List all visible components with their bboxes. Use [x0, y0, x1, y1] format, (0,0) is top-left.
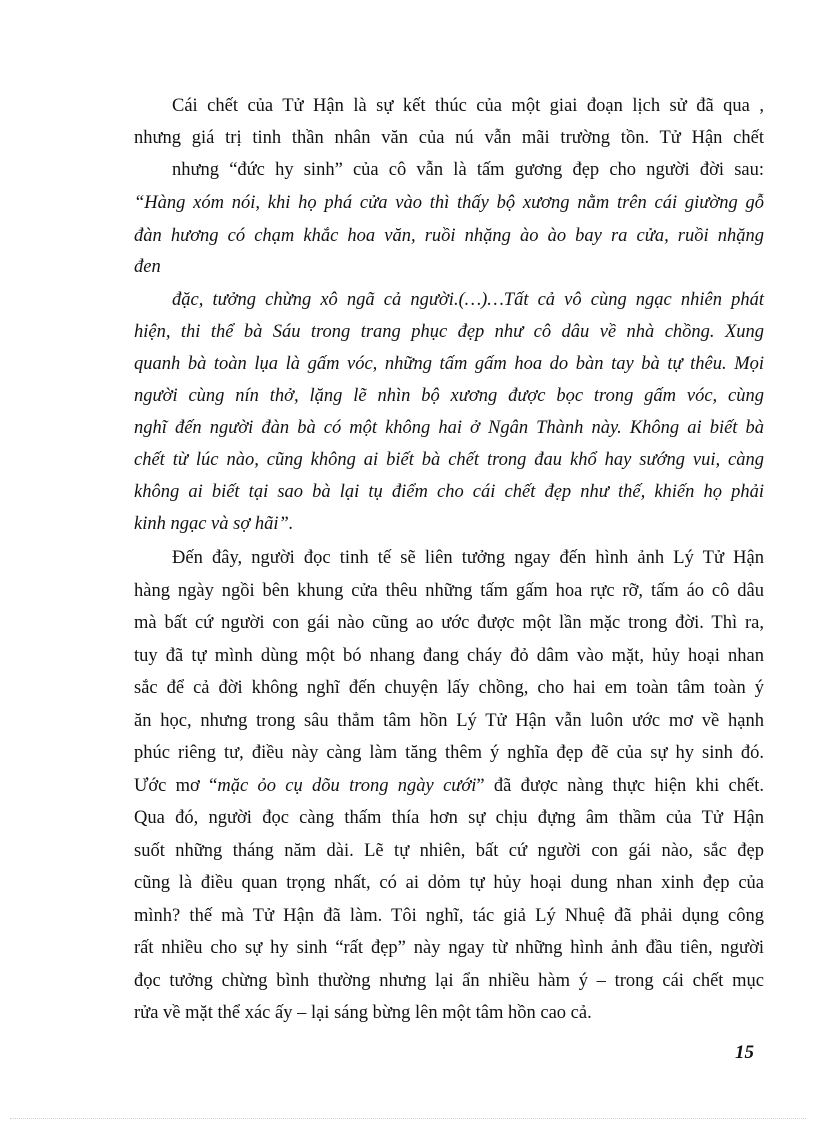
paragraph-line: nhưng “đức hy sinh” của cô vẫn là tấm gương đẹp cho người đời sau: [172, 160, 764, 180]
quote-line: “Hàng xóm nói, khi họ phá cửa vào thì thấy bộ xương nằm trên cái giường gỗ [134, 193, 764, 213]
paragraph-line: tuy đã tự mình dùng một bó nhang đang cháy đỏ dâm vào mặt, hủy hoại nhan [134, 646, 764, 666]
paragraph-line: mà bất cứ người con gái nào cũng ao ước được một lần mặc trong đời. Thì ra, [134, 613, 764, 633]
quote-line: kinh ngạc và sợ hãi”. [134, 514, 294, 534]
paragraph-line: rất nhiều cho sự hy sinh “rất đẹp” này ngay từ những hình ảnh đầu tiên, người [134, 938, 764, 958]
paragraph-line: mình? thế mà Tử Hận đã làm. Tôi nghĩ, tác giả Lý Nhuệ đã phải dụng công [134, 906, 764, 926]
paragraph-line: Ước mơ “mặc ỏo cụ dõu trong ngày cưới” đã được nàng thực hiện khi chết. [134, 776, 764, 796]
paragraph-line: Cái chết của Tử Hận là sự kết thúc của một giai đoạn lịch sử đã qua , [172, 96, 764, 116]
quote-line: đặc, tưởng chừng xô ngã cả người.(…)…Tất cả vô cùng ngạc nhiên phát [172, 290, 764, 310]
quote-line: người cùng nín thở, lặng lẽ nhìn bộ xương được bọc trong gấm vóc, cùng [134, 386, 764, 406]
quote-line: chết từ lúc nào, cũng không ai biết bà chết trong đau khổ hay sướng vui, càng [134, 450, 764, 470]
paragraph-line: sắc để cả đời không nghĩ đến chuyện lấy chồng, cho hai em toàn tâm toàn ý [134, 678, 764, 698]
paragraph-line: cũng là điều quan trọng nhất, có ai dỏm tự hủy hoại dung nhan xinh đẹp của [134, 873, 764, 893]
paragraph-line: phúc riêng tư, điều này càng làm tăng thêm ý nghĩa đẹp đẽ của sự hy sinh đó. [134, 743, 764, 763]
page-number: 15 [735, 1042, 754, 1063]
paragraph-line: Qua đó, người đọc càng thấm thía hơn sự chịu đựng âm thầm của Tử Hận [134, 808, 764, 828]
quote-line: quanh bà toàn lụa là gấm vóc, những tấm gấm hoa do bàn tay bà tự thêu. Mọi [134, 354, 764, 374]
paragraph-line: nhưng giá trị tinh thần nhân văn của nú vẫn mãi trường tồn. Tử Hận chết [134, 128, 764, 148]
quote-line: không ai biết tại sao bà lại tụ điểm cho cái chết đẹp như thế, khiến họ phải [134, 482, 764, 502]
paragraph-line: ăn học, nhưng trong sâu thẳm tâm hồn Lý Tử Hận vẫn luôn ước mơ về hạnh [134, 711, 764, 731]
quote-line: hiện, thi thể bà Sáu trong trang phục đẹp như cô dâu về nhà chồng. Xung [134, 322, 764, 342]
page-bottom-border [10, 1118, 806, 1119]
paragraph-line: Đến đây, người đọc tinh tế sẽ liên tưởng ngay đến hình ảnh Lý Tử Hận [172, 548, 764, 568]
paragraph-line: suốt những tháng năm dài. Lẽ tự nhiên, bất cứ người con gái nào, sắc đẹp [134, 841, 764, 861]
quote-line: nghĩ đến người đàn bà có một không hai ở Ngân Thành này. Không ai biết bà [134, 418, 764, 438]
quote-line: đàn hương có chạm khắc hoa văn, ruồi nhặng ào ào bay ra cửa, ruồi nhặng [134, 226, 764, 246]
paragraph-line: rửa về mặt thể xác ấy – lại sáng bừng lên một tâm hồn cao cả. [134, 1003, 592, 1023]
paragraph-line: đọc tưởng chừng bình thường nhưng lại ẩn nhiều hàm ý – trong cái chết mục [134, 971, 764, 991]
quote-line: đen [134, 257, 161, 277]
paragraph-line: hàng ngày ngồi bên khung cửa thêu những tấm gấm hoa rực rỡ, tấm áo cô dâu [134, 581, 764, 601]
